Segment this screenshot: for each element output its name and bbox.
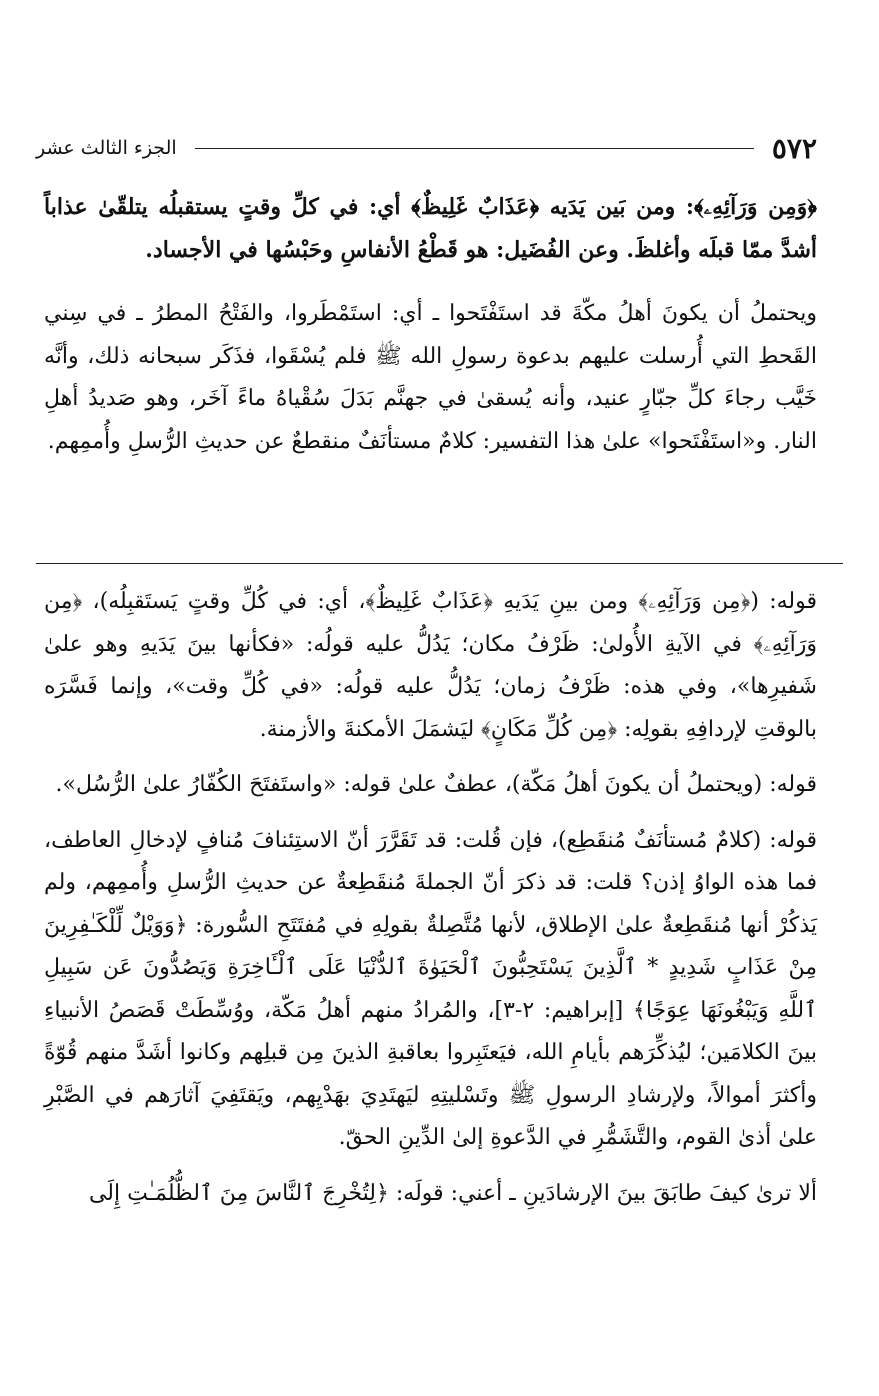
part-title: الجزء الثالث عشر: [36, 137, 177, 159]
main-paragraph: ﴿وَمِن وَرَآئِهِۦ﴾: ومن بَين يَدَيه ﴿عَذَابٌ غَلِيظٌ﴾ أي: في كلِّ وقتٍ يستقبلُه يتلقّىٰ عذاباً أشدَّ ممّا قبلَه وأغلظَ. وعن الفُضَيل: هو قَطْعُ الأنفاسِ وحَبْسُها في الأجساد.: [44, 194, 817, 263]
main-text: [44, 186, 817, 463]
header-rule: [195, 148, 754, 149]
commentary-paragraph: قوله: (ويحتملُ أن يكونَ أهلُ مَكّة)، عطفٌ علىٰ قوله: «واستَفتَحَ الكُفّارُ علىٰ الرُّسُل».: [55, 772, 817, 797]
commentary-paragraph: ألا ترىٰ كيفَ طابَقَ بينَ الإرشادَينِ ـ أعني: قولَه: ﴿لِتُخْرِجَ ٱلنَّاسَ مِنَ ٱلظُّلُمَـٰتِ إِلَى: [88, 1180, 817, 1206]
page-number: ٥٧٢: [771, 131, 817, 165]
main-paragraph: ويحتملُ أن يكونَ أهلُ مكّةَ قد استَفْتَحوا ـ أي: استَمْطَروا، والفَتْحُ المطرُ ـ في سِني القَحطِ التي أُرسلت عليهم بدعوة رسولِ الله ﷺ فلم يُسْقَوا، فذَكَر سبحانه ذلك، وأنَّه خَيَّب رجاءَ كلِّ جبّارٍ عنيد، وأنه يُسقىٰ في جهنَّم بَدَلَ سُقْياهُ ماءً آخَر، وهو صَديدُ أهلِ النار. و«استَفْتَحوا» علىٰ هذا التفسير: كلامٌ مستأنَفٌ منقطعٌ عن حديثِ الرُّسلِ وأُممِهم.: [44, 301, 817, 454]
commentary-paragraph: قوله: (كلامٌ مُستأنَفٌ مُنقَطِع)، فإن قُلت: قد تَقَرَّرَ أنّ الاستِئنافَ مُنافٍ لإدخالِ العاطف، فما هذه الواوُ إذن؟ قلت: قد ذكرَ أنّ الجملةَ مُنقَطِعةٌ عن حديثِ الرُّسلِ وأُممِهم، ولم يَذكُرْ أنها مُنقَطِعةٌ علىٰ الإطلاق، لأنها مُتَّصِلةٌ بقولِهِ في مُفتَتَحِ السُّورة: ﴿وَوَيْلٌ لِّلْكَـٰفِرِينَ مِنْ عَذَابٍ شَدِيدٍ * ٱلَّذِينَ يَسْتَحِبُّونَ ٱلْحَيَوٰةَ ٱلدُّنْيَا عَلَى ٱلْـَٔاخِرَةِ وَيَصُدُّونَ عَن سَبِيلِ ٱللَّهِ وَيَبْغُونَهَا عِوَجًا﴾ [إبراهيم: ٢-٣]، والمُرادُ منهم أهلُ مَكّة، ووُسِّطَتْ قَصَصُ الأنبياءِ بينَ الكلامَين؛ ليُذكِّرَهم بأيامِ الله، فيَعتَبِروا بعاقبةِ الذينَ مِن قبلِهم وكانوا أشَدَّ منهم قُوّةً وأكثرَ أموالاً، ولإرشادِ الرسولِ ﷺ وتَسْليتِهِ ليَهتَدِيَ بهَدْيِهم، ويَقتَفِيَ آثارَهم في الصَّبْرِ علىٰ أذىٰ القوم، والتَّشَمُّرِ في الدَّعوةِ إلىٰ الدِّينِ الحقّ.: [44, 827, 817, 1150]
commentary: [44, 581, 817, 1215]
page-header: [36, 130, 817, 166]
footnote-separator: [36, 563, 843, 564]
commentary-paragraph: قوله: (﴿مِن وَرَآئِهِۦ﴾ ومن بينِ يَدَيهِ ﴿عَذَابٌ غَلِيظٌ﴾، أي: في كُلِّ وقتٍ يَستَقبِلُه)، ﴿مِن وَرَآئِهِۦ﴾ في الآيةِ الأُولىٰ: ظَرْفُ مكان؛ يَدُلُّ عليه قولُه: «فكأنها بينَ يَدَيهِ وهو علىٰ شَفيرِها»، وفي هذه: ظَرْفُ زمان؛ يَدُلُّ عليه قولُه: «في كُلِّ وقت»، وإنما فَسَّرَه بالوقتِ لإردافِهِ بقولِه: ﴿مِن كُلِّ مَكَانٍ﴾ ليَشمَلَ الأمكنةَ والأزمنة.: [44, 589, 817, 742]
